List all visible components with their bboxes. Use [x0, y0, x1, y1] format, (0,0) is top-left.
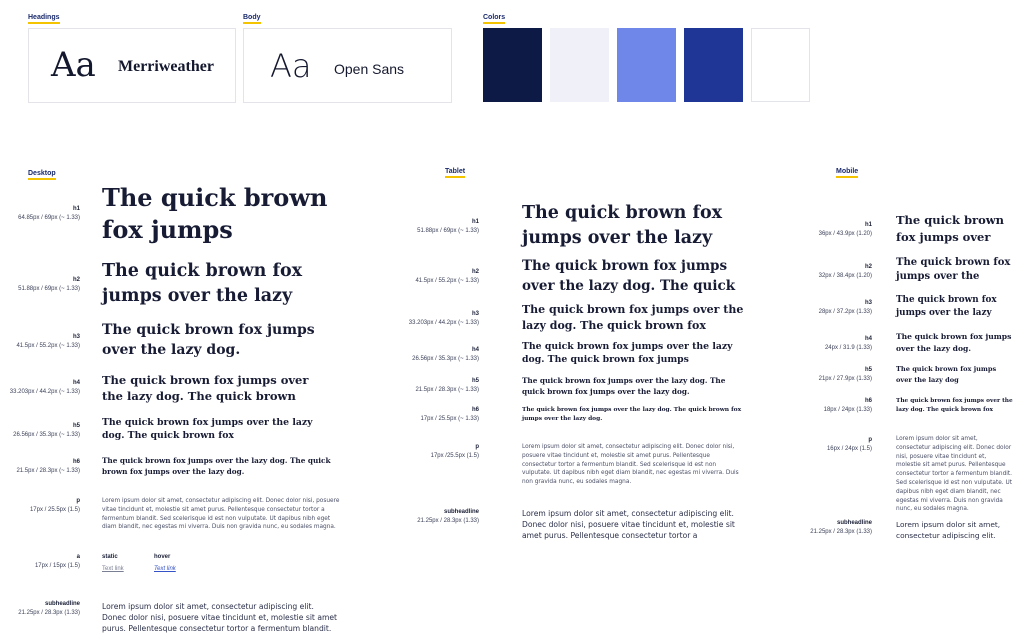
spec-size: 33.203px / 44.2px (~ 1.33)	[408, 320, 479, 326]
spec-size: 17px /25.5px (1.5)	[430, 453, 479, 459]
color-swatch-periwinkle	[617, 28, 676, 102]
spec-tag: h1	[471, 219, 479, 225]
desktop-h6-sample: The quick brown fox jumps over the lazy dog. The quick brown fox jumps over the lazy dog.	[102, 456, 331, 476]
desktop-subheadline-sample: Lorem ipsum dolor sit amet, consectetur adipiscing elit. Donec dolor nisi, posuere vitae tincidunt et, molestie sit amet purus. Pellentesque consectetur tortor a fermentum blandit.	[102, 602, 338, 633]
tablet-spec-h6	[379, 406, 479, 424]
spec-tag: h4	[471, 347, 479, 353]
desktop-h2-sample: The quick brown fox jumps over the lazy	[102, 261, 303, 306]
spec-size: 32px / 38.4px (1.20)	[818, 273, 872, 279]
spec-tag: p	[76, 498, 80, 504]
mobile-h1-sample: The quick brown fox jumps over	[896, 213, 1005, 244]
tablet-h4-sample: The quick brown fox jumps over the lazy dog. The quick brown fox jumps	[522, 341, 733, 365]
desktop-spec-a	[0, 553, 80, 571]
section-label-colors: Colors	[483, 14, 505, 24]
desktop-spec-h4	[0, 379, 80, 397]
tablet-spec-h5	[379, 377, 479, 395]
spec-size: 36px / 43.9px (1.20)	[818, 231, 872, 237]
spec-size: 41.5px / 55.2px (~ 1.33)	[415, 278, 479, 284]
tablet-h6-sample: The quick brown fox jumps over the lazy dog. The quick brown fox jumps over the lazy dog.	[522, 406, 742, 422]
spec-tag: h3	[864, 300, 872, 306]
spec-tag: h2	[471, 269, 479, 275]
section-label-headings: Headings	[28, 14, 60, 24]
mobile-spec-h5	[782, 366, 872, 384]
spec-size: 26.56px / 35.3px (~ 1.33)	[13, 432, 80, 438]
tablet-spec-h2	[379, 268, 479, 286]
spec-tag: h4	[864, 336, 872, 342]
desktop-spec-subheadline	[0, 600, 80, 618]
tablet-spec-h3	[379, 310, 479, 328]
color-swatch-light	[550, 28, 609, 102]
spec-tag: p	[868, 437, 872, 443]
spec-size: 17px / 25.5px (1.5)	[29, 507, 80, 513]
text-link-hover[interactable]: Text link	[154, 566, 176, 572]
spec-tag: subheadline	[44, 601, 80, 607]
color-swatch-navy	[483, 28, 542, 102]
spec-size: 26.56px / 35.3px (~ 1.33)	[412, 356, 479, 362]
desktop-spec-h6	[0, 458, 80, 476]
mobile-spec-h6	[782, 397, 872, 415]
spec-size: 64.85px / 69px (~ 1.33)	[18, 215, 80, 221]
section-label-tablet: Tablet	[445, 168, 465, 178]
spec-size: 16px / 24px (1.5)	[826, 446, 872, 452]
spec-size: 21.5px / 28.3px (~ 1.33)	[16, 468, 80, 474]
spec-size: 21.25px / 28.3px (1.33)	[417, 518, 479, 524]
desktop-h3-sample: The quick brown fox jumps over the lazy dog.	[102, 322, 315, 358]
mobile-h2-sample: The quick brown fox jumps over the	[896, 257, 1011, 282]
spec-tag: h4	[72, 380, 80, 386]
spec-size: 17px / 25.5px (~ 1.33)	[420, 416, 479, 422]
desktop-spec-h3	[0, 333, 80, 351]
spec-tag: h6	[471, 407, 479, 413]
spec-size: 24px / 31.9 (1.33)	[824, 345, 872, 351]
link-static-label: static	[102, 554, 118, 560]
section-label-body: Body	[243, 14, 261, 24]
spec-size: 28px / 37.2px (1.33)	[818, 309, 872, 315]
body-font-card	[243, 28, 452, 103]
tablet-h2-sample: The quick brown fox jumps over the lazy dog. The quick	[522, 258, 736, 294]
desktop-spec-h2	[0, 276, 80, 294]
desktop-p-sample: Lorem ipsum dolor sit amet, consectetur adipiscing elit. Donec dolor nisi, posuere vitae tincidunt et, molestie sit amet purus. Pellentesque consectetur tortor a fermentum blandit. Sed scelerisque id est non vulputate. Ut dapibus nibh eget diam blandit, nec egestas mi viverra. Duis non gravida nunc, eu sodales magna.	[102, 498, 340, 531]
desktop-h1-sample: The quick brown fox jumps	[102, 183, 328, 244]
spec-tag: subheadline	[836, 520, 872, 526]
spec-tag: h3	[471, 311, 479, 317]
tablet-spec-h4	[379, 346, 479, 364]
spec-size: 18px / 24px (1.33)	[823, 407, 872, 413]
spec-tag: h1	[72, 206, 80, 212]
tablet-subheadline-sample: Lorem ipsum dolor sit amet, consectetur adipiscing elit. Donec dolor nisi, posuere vitae tincidunt et, molestie sit amet purus. Pellentesque consectetur tortor a	[522, 509, 735, 540]
tablet-spec-subheadline	[379, 508, 479, 526]
mobile-spec-p	[782, 436, 872, 454]
tablet-h1-sample: The quick brown fox jumps over the lazy	[522, 203, 723, 248]
spec-tag: h3	[72, 334, 80, 340]
spec-size: 41.5px / 55.2px (~ 1.33)	[16, 343, 80, 349]
mobile-h4-sample: The quick brown fox jumps over the lazy dog.	[896, 332, 1012, 353]
mobile-h5-sample: The quick brown fox jumps over the lazy dog	[896, 365, 997, 384]
spec-tag: h5	[72, 423, 80, 429]
text-link-static[interactable]: Text link	[102, 566, 124, 572]
desktop-h4-sample: The quick brown fox jumps over the lazy dog. The quick brown	[102, 373, 309, 403]
spec-size: 21px / 27.9px (1.33)	[818, 376, 872, 382]
mobile-spec-h4	[782, 335, 872, 353]
section-label-mobile: Mobile	[836, 168, 858, 178]
spec-tag: a	[76, 554, 80, 560]
spec-tag: h1	[864, 222, 872, 228]
mobile-h6-sample: The quick brown fox jumps over the lazy dog. The quick brown fox	[896, 398, 1013, 413]
spec-tag: subheadline	[443, 509, 479, 515]
mobile-p-sample: Lorem ipsum dolor sit amet, consectetur adipiscing elit. Donec dolor nisi, posuere vitae tincidunt et, molestie sit amet purus. Pellentesque consectetur tortor a fermentum blandit. Sed scelerisque id est non vulputate. Ut dapibus nibh eget diam blandit, nec egestas mi viverra. Duis non gravida nunc, eu sodales magna.	[896, 436, 1013, 513]
desktop-spec-h1	[0, 205, 80, 223]
mobile-h3-sample: The quick brown fox jumps over the lazy	[896, 295, 997, 318]
spec-size: 51.88px / 69px (~ 1.33)	[18, 286, 80, 292]
heading-font-sample: Aa	[51, 45, 96, 85]
spec-size: 21.5px / 28.3px (~ 1.33)	[415, 387, 479, 393]
heading-font-name: Merriweather	[118, 58, 214, 75]
spec-tag: p	[475, 444, 479, 450]
desktop-spec-p	[0, 497, 80, 515]
spec-size: 21.25px / 28.3px (1.33)	[18, 610, 80, 616]
spec-tag: h6	[864, 398, 872, 404]
spec-tag: h2	[72, 277, 80, 283]
mobile-spec-h2	[782, 263, 872, 281]
tablet-p-sample: Lorem ipsum dolor sit amet, consectetur adipiscing elit. Donec dolor nisi, posuere vitae tincidunt et, molestie sit amet purus. Pellentesque consectetur tortor a fermentum blandit. Sed scelerisque id est non vulputate. Ut dapibus nibh eget diam blandit, nec egestas mi viverra. Duis non gravida nunc, eu sodales magna.	[522, 444, 739, 486]
color-swatch-royal	[684, 28, 743, 102]
tablet-spec-p	[379, 443, 479, 461]
spec-size: 21.25px / 28.3px (1.33)	[810, 529, 872, 535]
body-font-sample: Aa	[270, 47, 312, 85]
link-hover-label: hover	[154, 554, 171, 560]
tablet-h3-sample: The quick brown fox jumps over the lazy dog. The quick brown fox	[522, 303, 744, 332]
tablet-spec-h1	[379, 218, 479, 236]
desktop-spec-h5	[0, 422, 80, 440]
spec-tag: h5	[864, 367, 872, 373]
mobile-spec-subheadline	[782, 519, 872, 537]
spec-tag: h6	[72, 459, 80, 465]
desktop-h5-sample: The quick brown fox jumps over the lazy dog. The quick brown fox	[102, 417, 313, 441]
color-swatch-white	[751, 28, 810, 102]
tablet-h5-sample: The quick brown fox jumps over the lazy dog. The quick brown fox jumps over the lazy dog.	[522, 376, 726, 396]
spec-size: 33.203px / 44.2px (~ 1.33)	[9, 389, 80, 395]
mobile-spec-h1	[782, 221, 872, 239]
section-label-desktop: Desktop	[28, 170, 56, 180]
mobile-spec-h3	[782, 299, 872, 317]
spec-size: 17px / 15px (1.5)	[34, 563, 80, 569]
spec-tag: h2	[864, 264, 872, 270]
spec-tag: h5	[471, 378, 479, 384]
headings-font-card	[28, 28, 236, 103]
body-font-name: Open Sans	[334, 61, 405, 77]
spec-size: 51.88px / 69px (~ 1.33)	[417, 228, 479, 234]
mobile-subheadline-sample: Lorem ipsum dolor sit amet, consectetur adipiscing elit.	[896, 520, 1001, 540]
